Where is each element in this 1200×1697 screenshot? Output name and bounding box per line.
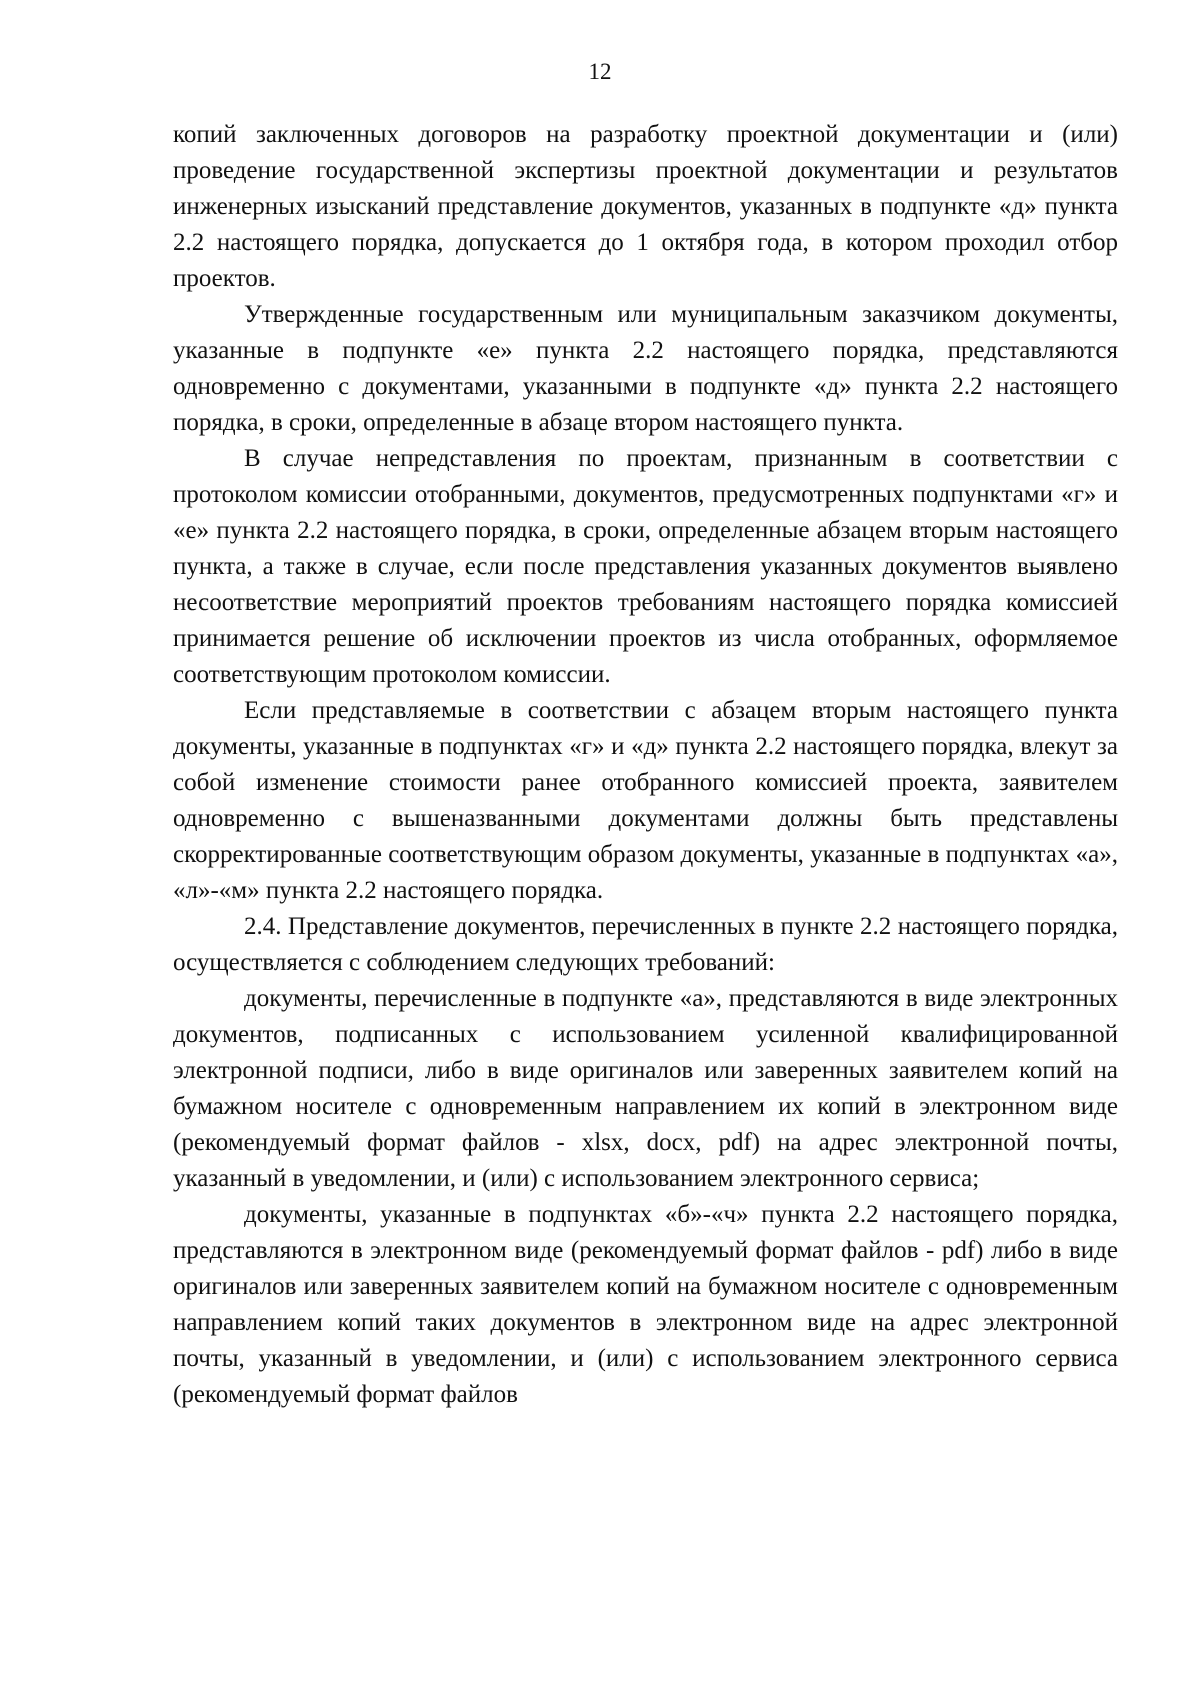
paragraph-subpoints-b-ch-documents: документы, указанные в подпунктах «б»-«ч» пункта 2.2 настоящего порядка, представляются в электронном виде (рекомендуемый формат файлов - pdf) либо в виде оригиналов или заверенных заявителем копий на бумажном носителе с одновременным направлением копий таких документов в электронном виде на адрес электронной почты, указанный в уведомлении, и (или) с использованием электронного сервиса (рекомендуемый формат файлов — [173, 1201, 1118, 1408]
paragraph-section-2-4: 2.4. Представление документов, перечисленных в пункте 2.2 настоящего порядка, осуществляется с соблюдением следующих требований: — [173, 913, 1118, 976]
paragraph-non-submission: В случае непредставления по проектам, признанным в соответствии с протоколом комиссии отобранными, документов, предусмотренных подпунктами «г» и «е» пункта 2.2 настоящего порядка, в сроки, определенные абзацем вторым настоящего пункта, а также в случае, если после представления указанных документов выявлено несоответствие мероприятий проектов требованиям настоящего порядка комиссией принимается решение об исключении проектов из числа отобранных, оформляемое соответствующим протоколом комиссии. — [173, 445, 1118, 688]
paragraph-subpoint-a-documents: документы, перечисленные в подпункте «а», представляются в виде электронных документов, подписанных с использованием усиленной квалифицированной электронной подписи, либо в виде оригиналов или заверенных заявителем копий на бумажном носителе с одновременным направлением их копий в электронном виде (рекомендуемый формат файлов - xlsx, docx, pdf) на адрес электронной почты, указанный в уведомлении, и (или) с использованием электронного сервиса; — [173, 985, 1118, 1192]
paragraph-approved-documents: Утвержденные государственным или муниципальным заказчиком документы, указанные в подпункте «е» пункта 2.2 настоящего порядка, представляются одновременно с документами, указанными в подпункте «д» пункта 2.2 настоящего порядка, в сроки, определенные в абзаце втором настоящего пункта. — [173, 301, 1118, 436]
paragraph-continuation: копий заключенных договоров на разработку проектной документации и (или) проведение государственной экспертизы проектной документации и результатов инженерных изысканий представление документов, указанных в подпункте «д» пункта 2.2 настоящего порядка, допускается до 1 октября года, в котором проходил отбор проектов. — [173, 121, 1118, 292]
paragraph-cost-change: Если представляемые в соответствии с абзацем вторым настоящего пункта документы, указанные в подпунктах «г» и «д» пункта 2.2 настоящего порядка, влекут за собой изменение стоимости ранее отобранного комиссией проекта, заявителем одновременно с вышеназванными документами должны быть представлены скорректированные соответствующим образом документы, указанные в подпунктах «а», «л»-«м» пункта 2.2 настоящего порядка. — [173, 697, 1118, 904]
page-number: 12 — [588, 59, 612, 84]
body-text — [173, 117, 1118, 1413]
